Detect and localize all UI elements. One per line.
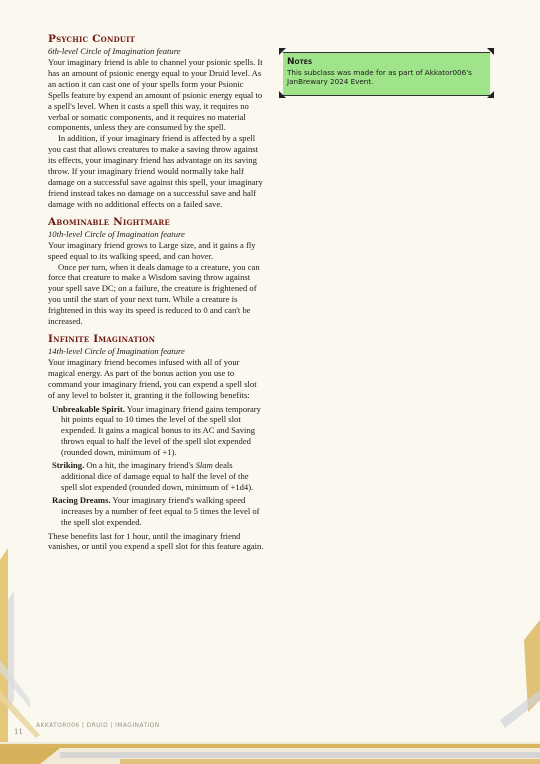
- notes-body: This subclass was made for as part of Akkator006's JanBrewary 2024 Event.: [287, 68, 472, 86]
- section-title: Abominable Nightmare: [48, 215, 170, 228]
- section-subtitle: 6th-level Circle of Imagination feature: [48, 46, 181, 56]
- benefits-list: [48, 404, 264, 528]
- list-item: [52, 460, 264, 493]
- section-title: Infinite Imagination: [48, 332, 156, 345]
- section-subtitle: 14th-level Circle of Imagination feature: [48, 345, 185, 356]
- benefit-name: Striking.: [52, 460, 85, 471]
- paragraph: Once per turn, when it deals damage to a creature, you can force that creature to make a Wisdom saving throw against your spell save DC; on a failure, the creature is frightened of you until the start of your next turn. While a creature is frightened in this way its speed is reduced to 0 and can't be increased.: [48, 261, 260, 327]
- paragraph: Your imaginary friend is able to channel your psionic spells. It has an amount of psionic energy equal to your Druid level. As an action it can cast one of your spells form your Psionic Spells feature by expend an amount of psionic energy equal to a spell's level. When it casts a spell this way, it requires no verbal or somatic components, and it requires no material components, unless they are consumed by the spell.: [48, 57, 263, 133]
- benefit-text: deals additional dice of damage equal to half the level of the spell slot expended (rounded down, minimum of +1d4).: [61, 460, 254, 492]
- paragraph: These benefits last for 1 hour, until the imaginary friend vanishes, or until you expend a spell slot for this feature again.: [48, 530, 264, 552]
- benefit-name: Unbreakable Spirit.: [52, 403, 125, 414]
- paragraph: Your imaginary friend grows to Large size, and it gains a fly speed equal to its walking speed, and can hover.: [48, 239, 256, 261]
- list-item: [52, 495, 264, 528]
- section-abominable-nightmare: [48, 216, 264, 327]
- notes-title: Notes: [287, 57, 313, 67]
- notes-corner-ornament: [487, 48, 494, 55]
- benefit-name: Racing Dreams.: [52, 494, 111, 505]
- list-item: [52, 404, 264, 459]
- left-column: [48, 33, 264, 558]
- benefit-text: Your imaginary friend gains temporary hit points equal to 10 times the level of the spell slot expended. It gains a magical bonus to its AC and Saving throws equal to half the level of the spell slot expended (rounded down, minimum of +1).: [61, 403, 261, 458]
- footer-text: AKKATOR006 | DRUID | IMAGINATION: [36, 722, 160, 729]
- paragraph: In addition, if your imaginary friend is affected by a spell you cast that allows creatures to make a saving throw against its effects, your imaginary friend has advantage on its saving throw. If your imaginary friend would normally take half damage on a successful save against this spell, your imaginary friend instead takes no damage on a successful save and half damage with no additional effects on a failed save.: [48, 133, 263, 209]
- section-infinite-imagination: [48, 333, 264, 552]
- section-subtitle: 10th-level Circle of Imagination feature: [48, 228, 185, 239]
- page-number: 11: [14, 728, 23, 736]
- notes-corner-ornament: [279, 48, 286, 55]
- notes-corner-ornament: [279, 91, 286, 98]
- section-title: Psychic Conduit: [48, 33, 136, 45]
- paragraph: Your imaginary friend becomes infused with all of your magical energy. As part of the bonus action you use to command your imaginary friend, you can expend a spell slot of any level to bolster it, granting it the following benefits:: [48, 356, 257, 400]
- benefit-emphasis: Slam: [195, 460, 213, 471]
- section-psychic-conduit: [48, 33, 264, 210]
- notes-corner-ornament: [487, 91, 494, 98]
- benefit-text: Your imaginary friend's walking speed increases by a number of feet equal to 5 times the level of the spell slot expended.: [61, 494, 260, 527]
- benefit-text: On a hit, the imaginary friend's: [86, 460, 194, 471]
- notes-box: [283, 52, 490, 96]
